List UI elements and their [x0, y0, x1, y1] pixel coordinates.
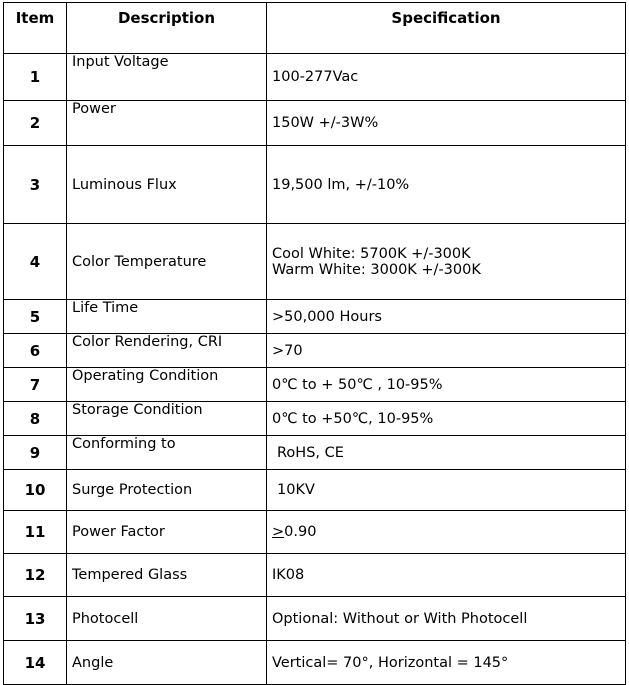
item-description: Storage Condition — [67, 402, 267, 436]
item-number: 14 — [4, 641, 67, 685]
item-specification: 10KV — [267, 470, 626, 511]
table-row — [4, 368, 626, 402]
item-specification: IK08 — [267, 554, 626, 597]
item-description: Photocell — [67, 597, 267, 641]
item-number: 8 — [4, 402, 67, 436]
greater-equal-symbol: > — [272, 524, 285, 540]
table-row — [4, 554, 626, 597]
table-row — [4, 641, 626, 685]
item-description: Angle — [67, 641, 267, 685]
item-number: 2 — [4, 101, 67, 146]
spec-value: 0.90 — [284, 524, 317, 540]
item-description: Color Temperature — [67, 224, 267, 300]
item-number: 10 — [4, 470, 67, 511]
item-number: 9 — [4, 436, 67, 470]
item-specification: >50,000 Hours — [267, 300, 626, 334]
header-specification: Specification — [267, 3, 626, 54]
item-description: Luminous Flux — [67, 146, 267, 224]
item-description: Tempered Glass — [67, 554, 267, 597]
table-row — [4, 224, 626, 300]
item-description: Power Factor — [67, 511, 267, 554]
spec-line: Cool White: 5700K +/-300K — [272, 245, 471, 262]
header-item: Item — [4, 3, 67, 54]
item-description: Life Time — [67, 300, 267, 334]
table-row — [4, 511, 626, 554]
table-row — [4, 597, 626, 641]
spec-line: Warm White: 3000K +/-300K — [272, 261, 481, 278]
item-specification — [267, 224, 626, 300]
item-number: 13 — [4, 597, 67, 641]
item-specification: 100-277Vac — [267, 54, 626, 101]
item-description: Color Rendering, CRI — [67, 334, 267, 368]
table-row — [4, 470, 626, 511]
item-specification: Optional: Without or With Photocell — [267, 597, 626, 641]
item-description: Power — [67, 101, 267, 146]
item-number: 11 — [4, 511, 67, 554]
item-number: 7 — [4, 368, 67, 402]
specification-table — [3, 2, 626, 685]
item-description: Surge Protection — [67, 470, 267, 511]
item-description: Input Voltage — [67, 54, 267, 101]
table-row — [4, 402, 626, 436]
item-description: Conforming to — [67, 436, 267, 470]
header-row — [4, 3, 626, 54]
item-number: 6 — [4, 334, 67, 368]
table-row — [4, 334, 626, 368]
item-number: 5 — [4, 300, 67, 334]
table-row — [4, 436, 626, 470]
item-specification: 0℃ to +50℃, 10-95% — [267, 402, 626, 436]
item-specification: 0℃ to + 50℃ , 10-95% — [267, 368, 626, 402]
table-row — [4, 300, 626, 334]
item-number: 12 — [4, 554, 67, 597]
item-description: Operating Condition — [67, 368, 267, 402]
item-specification: RoHS, CE — [267, 436, 626, 470]
item-number: 3 — [4, 146, 67, 224]
table-row — [4, 54, 626, 101]
item-specification: Vertical= 70°, Horizontal = 145° — [267, 641, 626, 685]
table-row — [4, 101, 626, 146]
item-specification: >70 — [267, 334, 626, 368]
item-number: 4 — [4, 224, 67, 300]
item-specification: 19,500 lm, +/-10% — [267, 146, 626, 224]
header-description: Description — [67, 3, 267, 54]
table-row — [4, 146, 626, 224]
item-specification: 150W +/-3W% — [267, 101, 626, 146]
item-specification — [267, 511, 626, 554]
item-number: 1 — [4, 54, 67, 101]
